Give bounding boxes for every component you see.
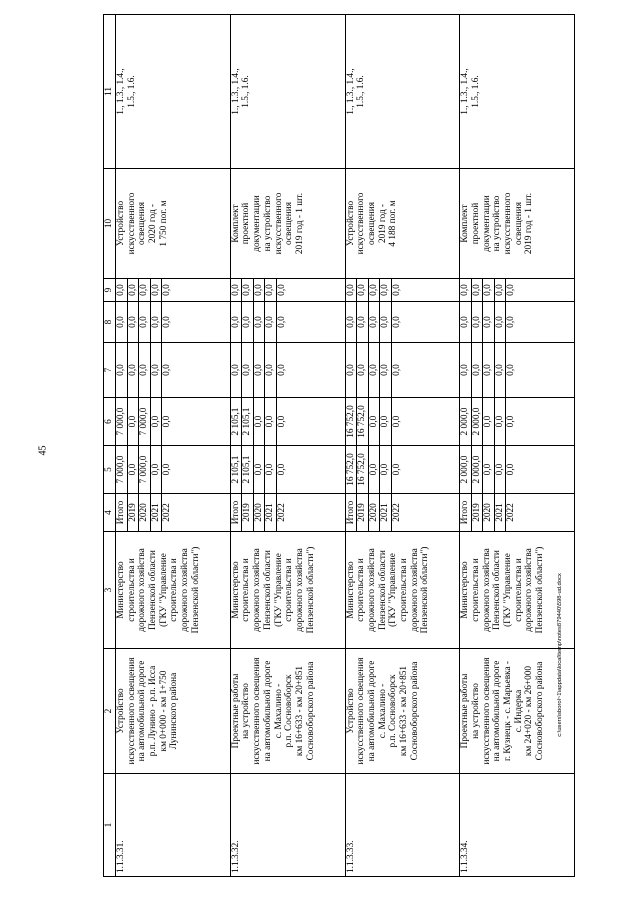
amount-value: 0,0: [483, 302, 495, 342]
col-num-1: 1: [104, 774, 116, 877]
amount-value: 0,0: [380, 302, 392, 342]
amount-value: 0,0: [380, 279, 392, 301]
amount-value: 0,0: [506, 415, 517, 428]
column-number-row: [104, 15, 116, 877]
measure-code: [460, 774, 575, 877]
program-table: [103, 14, 575, 877]
funding-total-cell: [116, 446, 231, 494]
amount-value: 2 105,1: [231, 398, 243, 445]
amount-value: 0,0: [369, 302, 381, 342]
col-num-10: 10: [104, 169, 116, 279]
amount-value: 0,0: [116, 279, 128, 301]
year-label: 2022: [276, 503, 287, 522]
expected-result: [230, 169, 345, 279]
amount-value: 0,0: [380, 446, 392, 493]
col-num-11: 11: [104, 15, 116, 169]
amount-value: 0,0: [231, 279, 243, 301]
year-labels-cell: [345, 494, 460, 532]
amount-value: 0,0: [472, 279, 484, 301]
year-label: 2021: [495, 494, 507, 531]
amount-value: 0,0: [231, 302, 243, 342]
amount-value: 0,0: [506, 364, 517, 376]
amount-value: 0,0: [139, 279, 151, 301]
amount-value: 0,0: [495, 398, 507, 445]
amount-value: 2 000,0: [460, 446, 472, 493]
amount-value: 0,0: [254, 343, 266, 397]
amount-value: 0,0: [391, 415, 402, 428]
indicator-links: [460, 15, 575, 169]
amount-value: 0,0: [151, 279, 163, 301]
year-label: 2022: [391, 503, 402, 522]
funding-col8-cell: [116, 302, 231, 343]
amount-value: 0,0: [483, 446, 495, 493]
amount-value: 0,0: [254, 398, 266, 445]
amount-value: 2 105,1: [242, 446, 254, 493]
responsible-executor: [116, 532, 231, 649]
expected-result: [116, 169, 231, 279]
amount-value: 0,0: [495, 302, 507, 342]
amount-value: 0,0: [231, 343, 243, 397]
amount-value: 0,0: [151, 302, 163, 342]
year-label: 2022: [162, 503, 172, 522]
measure-name-text: Проектные работы на устройство искусственного освещения на автомобильной дороге с. Махалино - р.п. Сосновоборск км 16+633 - км 20+851 Сосновоборского района: [230, 657, 316, 765]
expected-result-text: Комплект проектной документации на устройство искусственного освещения 2019 год - 1 шт.: [460, 192, 535, 255]
amount-value: 16 752,0: [346, 398, 358, 445]
amount-value: 2 000,0: [460, 398, 472, 445]
expected-result-text: Устройство искусственного освещения 2019 год - 4 188 пог. м: [345, 192, 399, 255]
amount-value: 2 000,0: [472, 398, 484, 445]
col-num-8: 8: [104, 302, 116, 343]
measure-name-text: Устройство искусственного освещения на автомобильной дороге с. Махалино - р.п. Сосновоборск км 16+633 - км 20+851 Сосновоборского района: [345, 657, 420, 765]
amount-value: 0,0: [162, 415, 172, 428]
amount-value: 0,0: [276, 463, 287, 476]
indicator-links-text: 1., 1.3., 1.4., 1.5., 1.6.: [230, 68, 252, 115]
measure-code-text: 1.1.3.34.: [460, 840, 471, 873]
year-label: 2021: [265, 494, 277, 531]
funding-col7-cell: [116, 343, 231, 398]
funding-col9-cell: [230, 279, 345, 302]
measure-code-text: 1.1.3.33.: [345, 840, 356, 873]
amount-value: 0,0: [391, 284, 402, 296]
col-num-3: 3: [104, 532, 116, 649]
amount-value: 0,0: [128, 343, 140, 397]
indicator-links-text: 1., 1.3., 1.4., 1.5., 1.6.: [460, 68, 481, 115]
amount-value: 0,0: [254, 279, 266, 301]
year-label: 2021: [380, 494, 392, 531]
amount-value: 0,0: [483, 279, 495, 301]
year-labels-cell: [116, 494, 231, 532]
year-label: Итого: [460, 494, 472, 531]
indicator-links-text: 1., 1.3., 1.4., 1.5., 1.6.: [345, 68, 367, 115]
year-label: 2020: [254, 494, 266, 531]
funding-col9-cell: [345, 279, 460, 302]
funding-col8-cell: [230, 302, 345, 343]
table-row: [345, 15, 460, 877]
indicator-links-text: 1., 1.3., 1.4., 1.5., 1.6.: [116, 68, 137, 115]
expected-result-text: Комплект проектной документации на устройство искусственного освещения 2019 год - 1 шт.: [230, 192, 305, 255]
amount-value: 0,0: [116, 343, 128, 397]
amount-value: 0,0: [380, 398, 392, 445]
amount-value: 0,0: [369, 398, 381, 445]
indicator-links: [230, 15, 345, 169]
col-num-4: 4: [104, 494, 116, 532]
amount-value: 0,0: [276, 284, 287, 296]
year-label: 2020: [369, 494, 381, 531]
amount-value: 0,0: [506, 284, 517, 296]
measure-code-text: 1.1.3.32.: [230, 840, 241, 873]
amount-value: 0,0: [346, 343, 358, 397]
year-label: 2020: [483, 494, 495, 531]
amount-value: 0,0: [506, 316, 517, 328]
amount-value: 0,0: [139, 343, 151, 397]
year-label: Итого: [116, 494, 128, 531]
amount-value: 0,0: [265, 343, 277, 397]
amount-value: 0,0: [242, 302, 254, 342]
responsible-executor-text: Министерство строительства и дорожного хозяйства Пензенской области (ГКУ "Управление строительства и дорожного хозяйства Пензенской области"): [230, 546, 316, 634]
amount-value: 0,0: [242, 279, 254, 301]
amount-value: 0,0: [265, 446, 277, 493]
amount-value: 0,0: [128, 302, 140, 342]
funding-regional-cell: [460, 398, 575, 446]
funding-col8-cell: [460, 302, 575, 343]
measure-code: [345, 774, 460, 877]
amount-value: 0,0: [460, 302, 472, 342]
year-label: 2022: [506, 503, 517, 522]
amount-value: 7 000,0: [116, 446, 128, 493]
amount-value: 0,0: [162, 463, 172, 476]
amount-value: 0,0: [495, 446, 507, 493]
amount-value: 0,0: [357, 302, 369, 342]
amount-value: 0,0: [162, 364, 172, 376]
amount-value: 0,0: [242, 343, 254, 397]
col-num-5: 5: [104, 446, 116, 494]
measure-code: [116, 774, 231, 877]
amount-value: 0,0: [357, 279, 369, 301]
page-number: 45: [37, 445, 49, 456]
indicator-links: [345, 15, 460, 169]
measure-code: [230, 774, 345, 877]
amount-value: 0,0: [254, 302, 266, 342]
amount-value: 0,0: [265, 398, 277, 445]
col-num-7: 7: [104, 343, 116, 398]
amount-value: 0,0: [162, 284, 172, 296]
amount-value: 0,0: [472, 343, 484, 397]
amount-value: 0,0: [391, 463, 402, 476]
amount-value: 0,0: [265, 302, 277, 342]
amount-value: 0,0: [116, 302, 128, 342]
amount-value: 7 000,0: [116, 398, 128, 445]
year-label: Итого: [231, 494, 243, 531]
funding-total-cell: [345, 446, 460, 494]
amount-value: 0,0: [276, 364, 287, 376]
table-row: [460, 15, 575, 877]
amount-value: 0,0: [128, 446, 140, 493]
measure-code-text: 1.1.3.31.: [116, 840, 126, 873]
col-num-6: 6: [104, 398, 116, 446]
amount-value: 0,0: [460, 343, 472, 397]
funding-total-cell: [460, 446, 575, 494]
amount-value: 0,0: [254, 446, 266, 493]
funding-col7-cell: [230, 343, 345, 398]
measure-name-text: Устройство искусственного освещения на автомобильной дороге р.п. Лунино - р.п. Исса км 0+000 - км 1+750 Лунинского района: [116, 657, 180, 765]
responsible-executor: [230, 532, 345, 649]
amount-value: 0,0: [483, 398, 495, 445]
funding-col8-cell: [345, 302, 460, 343]
year-label: Итого: [346, 494, 358, 531]
amount-value: 0,0: [357, 343, 369, 397]
amount-value: 0,0: [346, 279, 358, 301]
table-row: [116, 15, 231, 877]
year-label: 2019: [472, 494, 484, 531]
amount-value: 0,0: [346, 302, 358, 342]
amount-value: 0,0: [151, 343, 163, 397]
measure-name-text: Проектные работы на устройство искусственного освещения на автомобильной дороге г. Кузнецк - с. Марьевка - с. Индерка км 24+020 - км 26+000 Сосновоборского района: [460, 657, 546, 765]
year-label: 2021: [151, 494, 163, 531]
amount-value: 0,0: [380, 343, 392, 397]
amount-value: 0,0: [495, 343, 507, 397]
amount-value: 2 105,1: [242, 398, 254, 445]
col-num-2: 2: [104, 649, 116, 774]
amount-value: 0,0: [139, 302, 151, 342]
indicator-links: [116, 15, 231, 169]
measure-name: [230, 649, 345, 774]
amount-value: 0,0: [495, 279, 507, 301]
amount-value: 0,0: [276, 316, 287, 328]
amount-value: 0,0: [369, 279, 381, 301]
responsible-executor-text: Министерство строительства и дорожного хозяйства Пензенской области (ГКУ "Управление строительства и дорожного хозяйства Пензенской области"): [460, 546, 546, 634]
amount-value: 0,0: [276, 415, 287, 428]
amount-value: 0,0: [369, 446, 381, 493]
year-label: 2020: [139, 494, 151, 531]
amount-value: 0,0: [151, 446, 163, 493]
amount-value: 0,0: [369, 343, 381, 397]
responsible-executor-text: Министерство строительства и дорожного хозяйства Пензенской области (ГКУ "Управление строительства и дорожного хозяйства Пензенской области"): [345, 546, 431, 634]
footer-file-path: c:\users\sborol~1\appdata\local\temp\notes879440\598-ud.docx: [557, 573, 563, 737]
amount-value: 7 000,0: [139, 398, 151, 445]
expected-result: [345, 169, 460, 279]
amount-value: 7 000,0: [139, 446, 151, 493]
amount-value: 2 105,1: [231, 446, 243, 493]
amount-value: 0,0: [483, 343, 495, 397]
funding-regional-cell: [345, 398, 460, 446]
amount-value: 16 752,0: [357, 398, 369, 445]
amount-value: 16 752,0: [346, 446, 358, 493]
amount-value: 0,0: [472, 302, 484, 342]
amount-value: 0,0: [391, 364, 402, 376]
amount-value: 0,0: [265, 279, 277, 301]
amount-value: 0,0: [151, 398, 163, 445]
funding-col7-cell: [460, 343, 575, 398]
amount-value: 0,0: [162, 316, 172, 328]
expected-result-text: Устройство искусственного освещения 2020 год - 1 750 пог. м: [116, 192, 169, 255]
measure-name: [116, 649, 231, 774]
funding-col9-cell: [116, 279, 231, 302]
funding-col7-cell: [345, 343, 460, 398]
responsible-executor-text: Министерство строительства и дорожного хозяйства Пензенской области (ГКУ "Управление строительства и дорожного хозяйства Пензенской области"): [116, 546, 201, 634]
funding-regional-cell: [230, 398, 345, 446]
responsible-executor: [345, 532, 460, 649]
amount-value: 2 000,0: [472, 446, 484, 493]
amount-value: 0,0: [128, 398, 140, 445]
year-label: 2019: [357, 494, 369, 531]
rotated-table-wrapper: [103, 15, 575, 877]
amount-value: 0,0: [391, 316, 402, 328]
year-labels-cell: [460, 494, 575, 532]
measure-name: [345, 649, 460, 774]
expected-result: [460, 169, 575, 279]
amount-value: 0,0: [460, 279, 472, 301]
funding-total-cell: [230, 446, 345, 494]
amount-value: 16 752,0: [357, 446, 369, 493]
funding-regional-cell: [116, 398, 231, 446]
amount-value: 0,0: [506, 463, 517, 476]
year-label: 2019: [128, 494, 140, 531]
year-label: 2019: [242, 494, 254, 531]
amount-value: 0,0: [128, 279, 140, 301]
col-num-9: 9: [104, 279, 116, 302]
table-row: [230, 15, 345, 877]
year-labels-cell: [230, 494, 345, 532]
funding-col9-cell: [460, 279, 575, 302]
